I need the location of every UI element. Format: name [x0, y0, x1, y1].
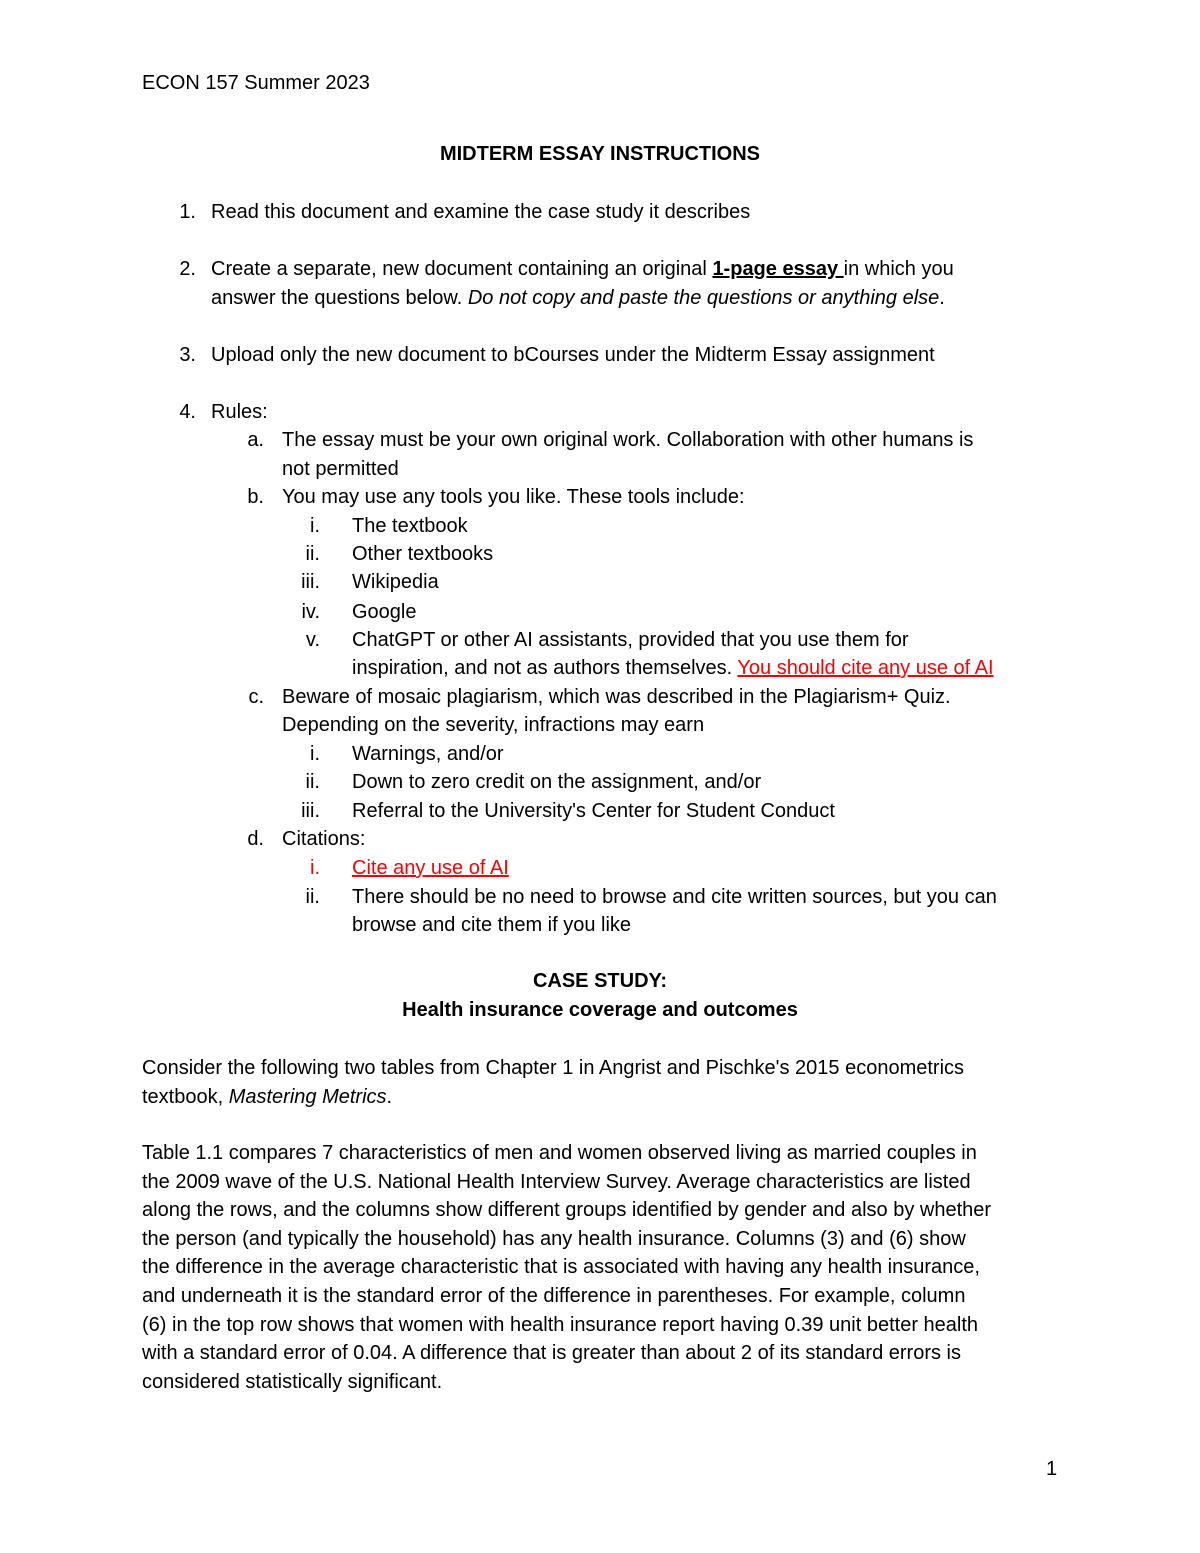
list-number: 3. — [179, 344, 196, 366]
rule-text: Depending on the severity, infractions may earn — [282, 714, 705, 736]
text-run: . — [939, 287, 945, 309]
paragraph-line — [142, 1083, 964, 1112]
text-run: Create a separate, new document containing an original — [211, 258, 713, 280]
rule-text: Beware of mosaic plagiarism, which was described in the Plagiarism+ Quiz. — [282, 686, 951, 708]
roman-numeral: ii. — [305, 543, 320, 565]
intro-paragraph — [142, 1054, 964, 1111]
list-text: Upload only the new document to bCourses under the Midterm Essay assignment — [211, 344, 935, 366]
page-number: 1 — [1046, 1458, 1058, 1480]
text-run: in which you — [843, 258, 954, 280]
paragraph-line: (6) in the top row shows that women with health insurance report having 0.39 unit better health — [142, 1313, 979, 1336]
penalty-text: Down to zero credit on the assignment, and/or — [352, 771, 762, 793]
list-number: 1. — [179, 201, 196, 223]
rule-letter: a. — [247, 429, 264, 451]
course-header: ECON 157 Summer 2023 — [142, 72, 370, 94]
tool-text: Other textbooks — [352, 543, 494, 565]
book-title: Mastering Metrics — [228, 1085, 387, 1108]
case-study-heading: CASE STUDY: — [532, 970, 668, 992]
case-study-subheading: Health insurance coverage and outcomes — [402, 999, 798, 1021]
paragraph-line: along the rows, and the columns show different groups identified by gender and also by whether — [142, 1199, 992, 1222]
paragraph-line: the difference in the average characteristic that is associated with having any health insurance, — [142, 1256, 980, 1279]
tool-text: The textbook — [352, 515, 468, 537]
penalty-text: Referral to the University's Center for Student Conduct — [352, 800, 835, 822]
page-title: MIDTERM ESSAY INSTRUCTIONS — [439, 143, 761, 165]
tool-text: Google — [352, 601, 417, 623]
list-text: Read this document and examine the case study it describes — [211, 201, 751, 223]
roman-numeral: iv. — [301, 601, 320, 623]
roman-numeral: iii. — [301, 571, 320, 593]
roman-numeral: ii. — [305, 886, 320, 908]
paragraph-line: considered statistically significant. — [142, 1370, 443, 1393]
roman-numeral: v. — [305, 629, 320, 651]
list-number: 4. — [179, 401, 196, 423]
rule-text: not permitted — [282, 458, 399, 480]
text-run: answer the questions below. — [211, 287, 468, 309]
rule-letter: d. — [247, 828, 264, 850]
paragraph-line: the 2009 wave of the U.S. National Health Interview Survey. Average characteristics are listed — [142, 1170, 971, 1193]
rule-text: Citations: — [282, 828, 366, 850]
rule-text: You may use any tools you like. These tools include: — [282, 486, 745, 508]
penalty-text: Warnings, and/or — [352, 743, 504, 765]
list-text: Rules: — [211, 401, 268, 423]
paragraph-line: with a standard error of 0.04. A difference that is greater than about 2 of its standard errors is — [142, 1342, 961, 1365]
paragraph-line: Table 1.1 compares 7 characteristics of men and women observed living as married couples in — [142, 1142, 977, 1164]
roman-numeral: iii. — [301, 800, 320, 822]
list-text — [211, 255, 954, 283]
rule-text: The essay must be your own original work. Collaboration with other humans is — [282, 429, 974, 451]
ai-citation-notice: You should cite any use of AI — [737, 657, 994, 679]
roman-numeral: i. — [310, 857, 320, 879]
citation-text: There should be no need to browse and cite written sources, but you can — [352, 886, 997, 908]
rule-letter: b. — [247, 486, 264, 508]
roman-numeral: ii. — [305, 771, 320, 793]
text-run: inspiration, and not as authors themselves. — [352, 657, 738, 679]
tool-text: Wikipedia — [352, 571, 439, 593]
rule-letter: c. — [248, 686, 264, 708]
text-run: textbook, — [142, 1085, 229, 1108]
citation-text: browse and cite them if you like — [352, 914, 632, 936]
cite-ai-link: Cite any use of AI — [352, 857, 509, 879]
table-description-paragraph — [142, 1139, 991, 1396]
text-run: . — [386, 1085, 393, 1108]
paragraph-line: Consider the following two tables from Chapter 1 in Angrist and Pischke's 2015 econometrics — [142, 1057, 965, 1079]
paragraph-line: and underneath it is the standard error of the difference in parentheses. For example, column — [142, 1284, 966, 1307]
copy-warning: Do not copy and paste the questions or anything else — [467, 287, 940, 309]
tool-text: ChatGPT or other AI assistants, provided that you use them for — [352, 629, 909, 651]
list-number: 2. — [179, 258, 196, 280]
roman-numeral: i. — [310, 515, 320, 537]
roman-numeral: i. — [310, 743, 320, 765]
essay-length-emphasis: 1-page essay — [712, 258, 844, 280]
paragraph-line: the person (and typically the household) has any health insurance. Columns (3) and (6) show — [142, 1227, 966, 1250]
